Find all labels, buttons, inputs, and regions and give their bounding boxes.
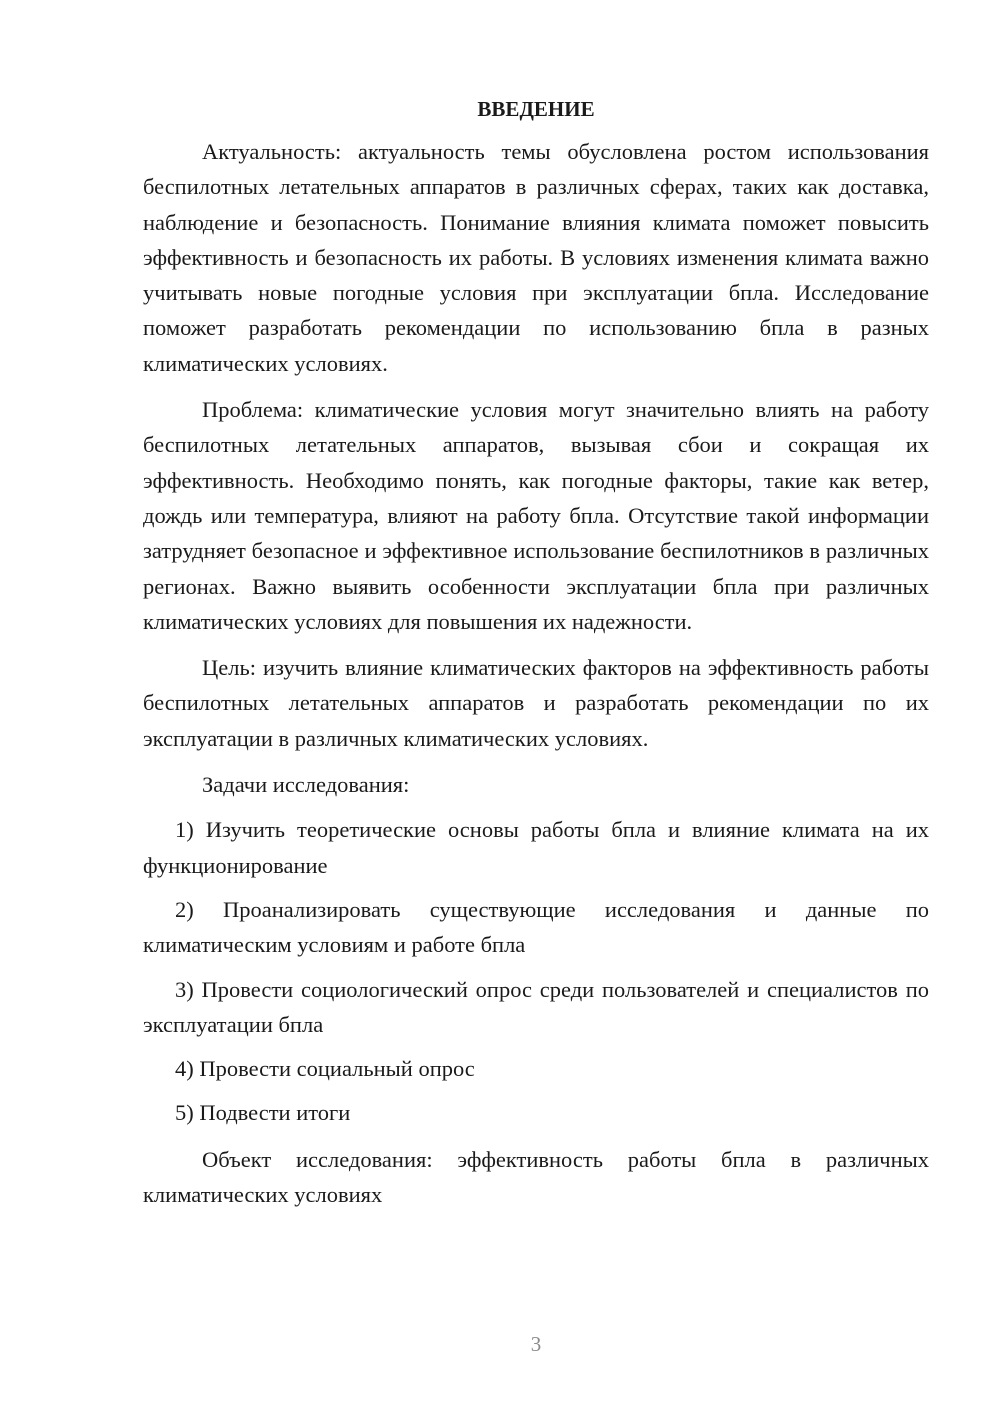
problem-paragraph: Проблема: климатические условия могут значительно влиять на работу беспилотных летательных аппаратов, вызывая сбои и сокращая их эффективность. Необходимо понять, как погодные факторы, такие как ветер, дождь или температура, влияют на работу бпла. Отсутствие такой информации затрудняет безопасное и эффективное использование беспилотников в различных регионах. Важно выявить особенности эксплуатации бпла при различных климатических условиях для повышения их надежности. [143,397,929,634]
task-item-2: 2) Проанализировать существующие исследования и данные по климатическим условиям и работе бпла [143,896,929,958]
relevance-paragraph: Актуальность: актуальность темы обусловлена ростом использования беспилотных летательных аппаратов в различных сферах, таких как доставка, наблюдение и безопасность. Понимание влияния климата поможет повысить эффективность и безопасность их работы. В условиях изменения климата важно учитывать новые погодные условия при эксплуатации бпла. Исследование поможет разработать рекомендации по использованию бпла в разных климатических условиях. [143,139,929,376]
section-heading: ВВЕДЕНИЕ [477,97,595,121]
object-paragraph: Объект исследования: эффективность работы бпла в различных климатических условиях [143,1146,929,1208]
task-item-5: 5) Подвести итоги [175,1100,351,1126]
goal-paragraph: Цель: изучить влияние климатических факторов на эффективность работы беспилотных летательных аппаратов и разработать рекомендации по их эксплуатации в различных климатических условиях. [143,655,929,751]
task-item-3: 3) Провести социологический опрос среди пользователей и специалистов по эксплуатации бпла [143,976,929,1037]
page-body [143,92,929,1212]
task-item-4: 4) Провести социальный опрос [175,1056,475,1082]
task-item-1: 1) Изучить теоретические основы работы бпла и влияние климата на их функционирование [143,817,929,878]
page-number: 3 [530,1332,542,1356]
tasks-label: Задачи исследования: [202,772,410,798]
